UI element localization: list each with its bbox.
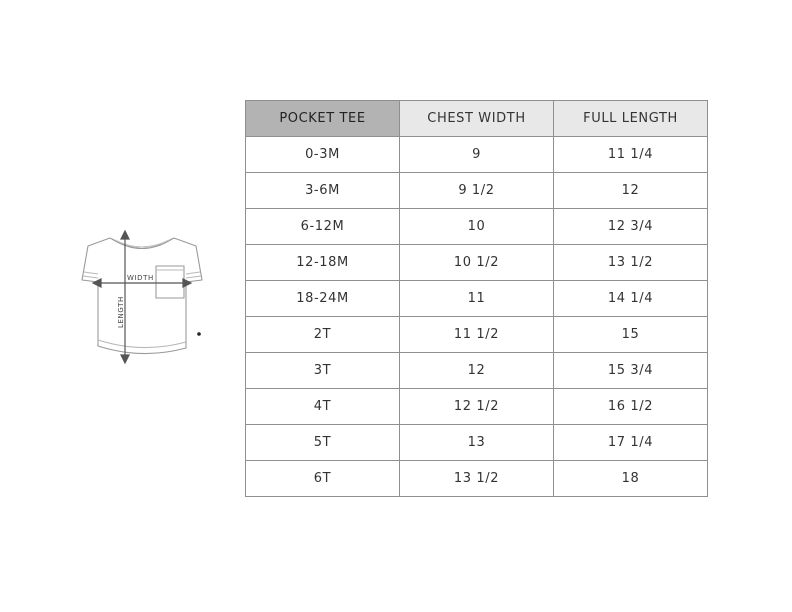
chest-width-cell: 12 (400, 353, 554, 389)
chest-width-cell: 10 (400, 209, 554, 245)
chest-width-cell: 9 1/2 (400, 173, 554, 209)
size-cell: 4T (246, 389, 400, 425)
chest-width-cell: 12 1/2 (400, 389, 554, 425)
table-row (246, 389, 708, 425)
full-length-cell: 12 3/4 (554, 209, 708, 245)
chest-width-cell: 13 (400, 425, 554, 461)
table-row (246, 173, 708, 209)
table-row (246, 317, 708, 353)
size-cell: 0-3M (246, 137, 400, 173)
size-cell: 6T (246, 461, 400, 497)
full-length-cell: 17 1/4 (554, 425, 708, 461)
size-cell: 2T (246, 317, 400, 353)
full-length-cell: 14 1/4 (554, 281, 708, 317)
size-cell: 18-24M (246, 281, 400, 317)
table-header-row (246, 101, 708, 137)
table-row (246, 137, 708, 173)
header-chest-width: CHEST WIDTH (400, 101, 554, 137)
width-label: WIDTH (127, 274, 154, 282)
size-cell: 6-12M (246, 209, 400, 245)
full-length-cell: 13 1/2 (554, 245, 708, 281)
chest-width-cell: 13 1/2 (400, 461, 554, 497)
table-row (246, 461, 708, 497)
chest-width-cell: 10 1/2 (400, 245, 554, 281)
chest-width-cell: 11 1/2 (400, 317, 554, 353)
pocket-tee-illustration (78, 222, 208, 372)
size-cell: 3T (246, 353, 400, 389)
size-cell: 12-18M (246, 245, 400, 281)
table-row (246, 353, 708, 389)
table-row (246, 245, 708, 281)
full-length-cell: 12 (554, 173, 708, 209)
full-length-cell: 18 (554, 461, 708, 497)
chest-width-cell: 11 (400, 281, 554, 317)
chest-width-cell: 9 (400, 137, 554, 173)
full-length-cell: 11 1/4 (554, 137, 708, 173)
size-cell: 5T (246, 425, 400, 461)
full-length-cell: 15 3/4 (554, 353, 708, 389)
length-label: LENGTH (117, 296, 125, 328)
full-length-cell: 15 (554, 317, 708, 353)
size-chart-table (245, 100, 708, 497)
table-row (246, 209, 708, 245)
full-length-cell: 16 1/2 (554, 389, 708, 425)
header-full-length: FULL LENGTH (554, 101, 708, 137)
table-row (246, 425, 708, 461)
size-cell: 3-6M (246, 173, 400, 209)
pocket (156, 266, 184, 298)
table-row (246, 281, 708, 317)
header-pocket-tee: POCKET TEE (246, 101, 400, 137)
tag-mark (197, 332, 201, 336)
